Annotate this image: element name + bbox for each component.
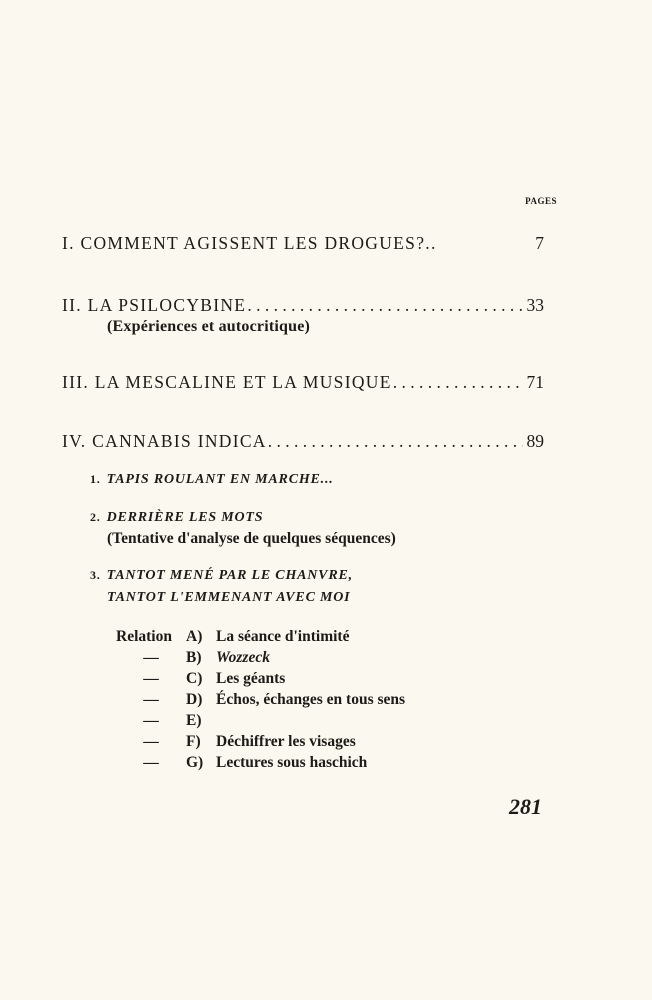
chapter-title: I. COMMENT AGISSENT LES DROGUES?..	[62, 233, 437, 253]
leader-dots	[247, 295, 522, 316]
section-title: TAPIS ROULANT EN MARCHE...	[106, 472, 334, 487]
chapter-title: II. LA PSILOCYBINE	[62, 295, 247, 315]
section-title: DERRIÈRE LES MOTS	[106, 510, 264, 525]
toc-section-2	[90, 510, 263, 526]
pages-column-label: PAGES	[525, 196, 557, 206]
relation-title: La séance d'intimité	[216, 628, 350, 645]
leader-dots	[268, 431, 523, 452]
relation-letter: F)	[186, 733, 201, 750]
relation-letter: C)	[186, 670, 203, 687]
relation-entry	[116, 628, 349, 646]
toc-section-3	[90, 568, 353, 584]
page-folio: 281	[509, 794, 542, 819]
page-number: 71	[526, 372, 544, 392]
relation-prefix: —	[143, 733, 159, 750]
toc-entry-chapter-1	[62, 233, 544, 254]
toc-entry-chapter-3	[62, 372, 544, 393]
relation-letter: D)	[186, 691, 203, 708]
section-number: 2.	[90, 510, 101, 524]
relation-prefix: —	[143, 691, 159, 708]
relation-title: Échos, échanges en tous sens	[216, 691, 406, 708]
page-number: 89	[526, 431, 544, 451]
chapter-title: IV. CANNABIS INDICA	[62, 431, 267, 451]
toc-entry-chapter-2	[62, 295, 544, 316]
toc-entry-chapter-4	[62, 431, 544, 452]
relation-entry	[116, 712, 216, 730]
relation-letter: B)	[186, 649, 202, 666]
relation-title: Déchiffrer les visages	[216, 733, 356, 750]
section-number: 1.	[90, 472, 101, 486]
relation-letter: E)	[186, 712, 202, 729]
page-number: 7	[535, 233, 544, 253]
relation-letter: A)	[186, 628, 203, 645]
relation-title: Les géants	[216, 670, 286, 687]
relation-entry	[116, 691, 405, 709]
relation-prefix: —	[143, 649, 159, 666]
relation-entry	[116, 649, 270, 667]
section-number: 3.	[90, 568, 101, 582]
relation-letter: G)	[186, 754, 204, 771]
page-number: 33	[526, 295, 544, 315]
toc-section-1	[90, 472, 334, 488]
chapter-title: III. LA MESCALINE ET LA MUSIQUE	[62, 372, 392, 392]
relation-prefix: —	[143, 670, 159, 687]
relation-prefix: Relation	[116, 628, 172, 645]
relation-entry	[116, 733, 356, 751]
relation-title: Lectures sous haschich	[216, 754, 368, 771]
relation-entry	[116, 754, 367, 772]
chapter-subtitle: (Expériences et autocritique)	[107, 318, 311, 335]
relation-prefix: —	[143, 712, 159, 729]
section-note: (Tentative d'analyse de quelques séquences)	[107, 530, 396, 547]
relation-title: Wozzeck	[216, 649, 270, 666]
leader-dots	[393, 372, 523, 393]
relation-entry	[116, 670, 285, 688]
section-title-continued: TANTOT L'EMMENANT AVEC MOI	[107, 590, 351, 605]
section-title: TANTOT MENÉ PAR LE CHANVRE,	[106, 568, 353, 583]
relation-prefix: —	[143, 754, 159, 771]
